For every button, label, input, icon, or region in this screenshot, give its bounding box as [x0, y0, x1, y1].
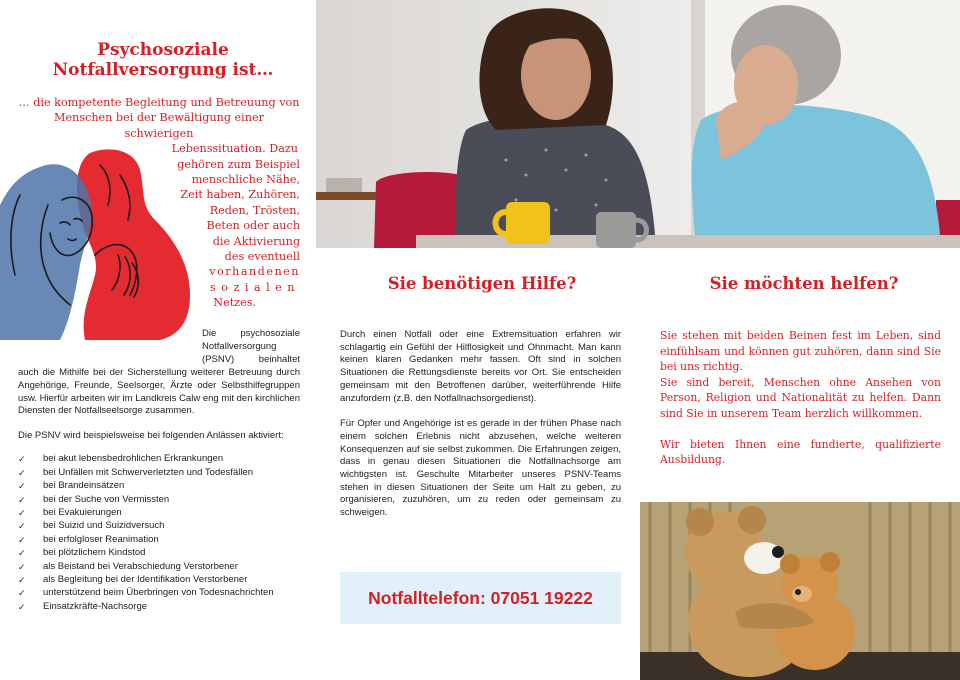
intro-line: Zeit haben, Zuhören,: [180, 188, 300, 202]
checklist-item: [18, 601, 300, 614]
checkmark-icon: ✓: [18, 588, 26, 599]
intro-line: Menschen bei der Bewältigung einer schwierigen: [54, 111, 264, 140]
checklist-item: [18, 574, 300, 587]
title-line-2: Notfallversorgung ist…: [52, 60, 274, 80]
section-title-want-to-help: Sie möchten helfen?: [709, 274, 899, 293]
checklist-item: [18, 453, 300, 466]
checklist-item-label: als Begleitung bei der Identifikation Verstorbener: [43, 574, 248, 585]
checklist-item: [18, 520, 300, 533]
checklist-item-label: bei Suizid und Suizidversuch: [43, 520, 165, 532]
checklist-item: [18, 493, 300, 506]
intro-line: Reden, Trösten,: [209, 203, 300, 217]
intro-line: gehören zum Beispiel: [177, 157, 300, 171]
checklist-item-label: bei Evakuierungen: [43, 507, 122, 519]
emergency-hotline-text[interactable]: Notfalltelefon: 07051 19222: [368, 587, 593, 608]
occasions-checklist: [18, 453, 300, 614]
intro-line: sozialen: [209, 280, 300, 294]
want-to-help-paragraph-2: Sie sind bereit, Menschen ohne Ansehen von Person, Religion und Nationalität zu helfen. Dann sind Sie in unserem Team herzlich willkommen.: [660, 375, 941, 420]
teddy-bears-hugging-photo: [640, 502, 960, 680]
want-to-help-body: [660, 328, 941, 483]
psnv-line: (PSNV) beinhaltet: [202, 353, 300, 365]
left-panel: [0, 0, 316, 680]
checkmark-icon: ✓: [18, 481, 26, 492]
checklist-item: [18, 480, 300, 493]
psnv-line: Notfallversorgung: [202, 340, 277, 352]
checkmark-icon: ✓: [18, 548, 26, 559]
need-help-body: [340, 329, 621, 533]
checklist-item: [18, 534, 300, 547]
need-help-paragraph-2: Für Opfer und Angehörige ist es gerade in der frühen Phase nach einem solchen Erlebnis nicht abzusehen, welche weiteren Konsequenzen auf sie selbst zukommen. Die Erfahrungen zeigen, dass in genau diesen Situationen die Notfallnachsorge am wichtigsten ist. Geschulte Mitarbeiter unseres PSNV-Teams stehen in diesen Situationen der Seite um Halt zu geben, zu organisieren, zuzuhören, um zu reden oder gemeinsam zu schweigen.: [340, 418, 621, 519]
checkmark-icon: ✓: [18, 575, 26, 585]
psnv-body: [18, 328, 300, 614]
title-line-1: Psychosoziale: [97, 40, 229, 60]
checklist-item-label: bei der Suche von Vermissten: [43, 493, 170, 505]
checkmark-icon: ✓: [18, 534, 26, 545]
psnv-line: Die psychosoziale: [202, 328, 300, 339]
occasions-intro: Die PSNV wird beispielsweise bei folgenden Anlässen aktiviert:: [18, 430, 284, 442]
checklist-item-label: bei erfolgloser Reanimation: [43, 533, 159, 545]
intro-line: vorhandenen: [209, 265, 300, 279]
checkmark-icon: ✓: [18, 467, 26, 478]
need-help-paragraph-1: Durch einen Notfall oder eine Extremsituation erfahren wir schlagartig ein Gefühl der Hilflosigkeit und Ohnmacht. Man kann keinen klaren Gedanken mehr fassen. Oft sind in solchen Situationen die Rettungsdienste bereits vor Ort. Sie entscheiden gemeinsam mit den Betroffenen darüber, weiterführende Hilfe anzufordern (z.B. den Notfallnachsorgedienst).: [340, 329, 621, 404]
checklist-item-label: bei plötzlichem Kindstod: [43, 547, 146, 559]
checkmark-icon: ✓: [18, 454, 26, 465]
intro-line: Beten oder auch: [206, 219, 300, 233]
intro-text: [18, 95, 300, 311]
checklist-item-label: unterstützend beim Überbringen von Todesnachrichten: [43, 587, 274, 599]
checklist-item-label: als Beistand bei Verabschiedung Verstorbener: [43, 560, 238, 572]
section-title-psnv: [10, 40, 316, 80]
checkmark-icon: ✓: [18, 561, 26, 572]
intro-line: Netzes.: [213, 296, 256, 310]
checklist-item-label: bei Brandeinsätzen: [43, 480, 125, 492]
checklist-item-label: bei Unfällen mit Schwerverletzten und Todesfällen: [43, 466, 253, 478]
checkmark-icon: ✓: [18, 508, 26, 519]
psnv-paragraph: auch die Mithilfe bei der Sicherstellung weiterer Betreuung durch Angehörige, Freunde, Seelsorger, Ärzte oder Selbsthilfegruppen usw. Hierfür arbeiten wir im Landkreis Calw eng mit den kirchlichen Diensten der Notfallseelsorge zusammen.: [18, 366, 300, 417]
intro-line: die Aktivierung: [212, 234, 300, 248]
intro-line: menschliche Nähe,: [191, 173, 300, 187]
intro-line: Lebenssituation. Dazu: [171, 142, 298, 156]
emergency-hotline-box[interactable]: [340, 572, 621, 624]
checkmark-icon: ✓: [18, 601, 26, 612]
checklist-item-label: Einsatzkräfte-Nachsorge: [43, 600, 148, 612]
checklist-item: [18, 547, 300, 560]
section-title-need-help: Sie benötigen Hilfe?: [387, 274, 577, 293]
checklist-item-label: bei akut lebensbedrohlichen Erkrankungen: [43, 453, 224, 465]
checklist-item: [18, 467, 300, 480]
checklist-item: [18, 507, 300, 520]
intro-line: … die kompetente Begleitung und Betreuung von: [18, 96, 300, 109]
checklist-item: [18, 587, 300, 600]
want-to-help-paragraph-3: Wir bieten Ihnen eine fundierte, qualifizierte Ausbildung.: [660, 437, 941, 466]
checkmark-icon: ✓: [18, 521, 26, 532]
intro-line: des eventuell: [224, 250, 300, 264]
checklist-item: [18, 560, 300, 573]
checkmark-icon: ✓: [18, 494, 26, 505]
two-women-talking-photo: [316, 0, 960, 248]
want-to-help-paragraph-1: Sie stehen mit beiden Beinen fest im Leben, sind einfühlsam und können gut zuhören, dann sind Sie bei uns richtig.: [660, 329, 941, 373]
